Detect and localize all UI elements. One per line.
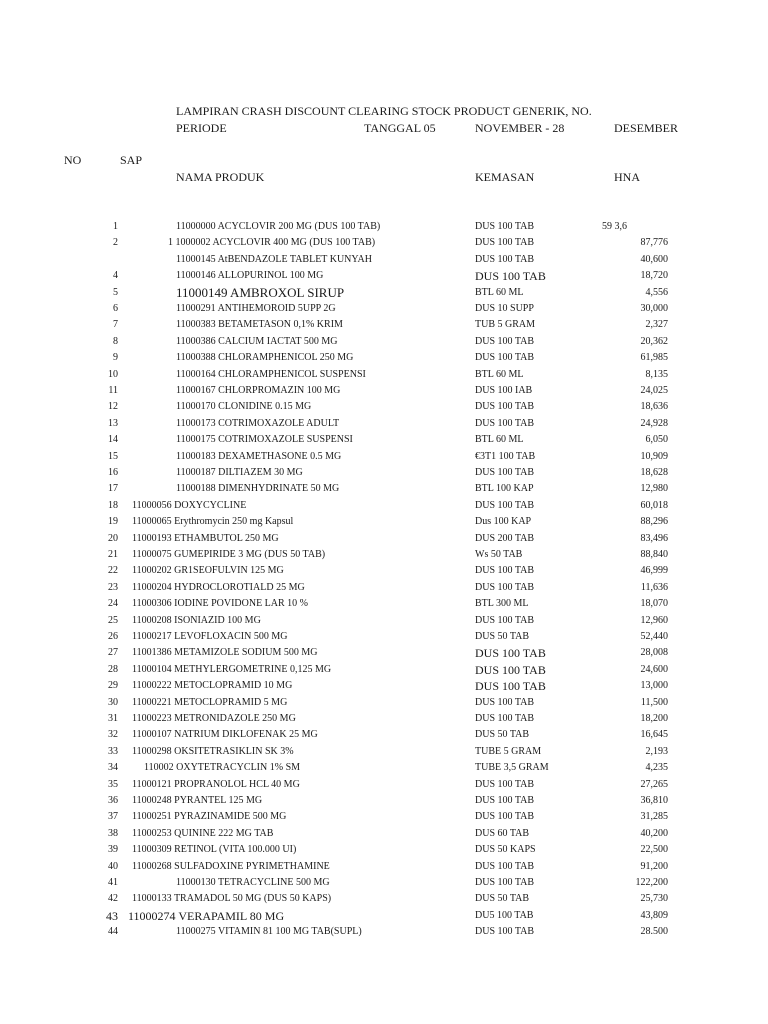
- product-sap-and-name: 11000223 METRONIDAZOLE 250 MG: [132, 713, 296, 724]
- column-header-sap: SAP: [120, 153, 143, 167]
- row-number: 44: [108, 926, 118, 938]
- product-sap-and-name: 11000248 PYRANTEL 125 MG: [132, 795, 263, 806]
- table-row: [0, 399, 768, 415]
- table-row: [0, 383, 768, 399]
- product-packaging: DUS 100 TAB: [475, 499, 535, 511]
- product-packaging: DUS 100 TAB: [475, 467, 535, 478]
- table-row: [0, 531, 768, 547]
- row-number: 43: [106, 908, 118, 923]
- row-number: 2: [113, 237, 118, 249]
- table-row: [0, 596, 768, 612]
- product-hna-price: 2,193: [645, 745, 668, 757]
- table-row: [0, 465, 768, 481]
- product-sap-and-name: 11000268 SULFADOXINE PYRIMETHAMINE: [132, 860, 330, 872]
- table-row: [0, 875, 768, 891]
- table-row: [0, 842, 768, 858]
- product-sap-and-name: 11000309 RETINOL (VITA 100.000 UI): [132, 844, 297, 856]
- product-sap-and-name: 11000274 VERAPAMIL 80 MG: [128, 908, 285, 923]
- table-row: [0, 317, 768, 333]
- row-number: 22: [108, 565, 118, 577]
- row-number: 11: [108, 385, 118, 396]
- row-number: 19: [108, 516, 118, 528]
- row-number: 23: [108, 581, 118, 593]
- row-number: 18: [108, 499, 118, 511]
- product-sap-and-name: 11000187 DILTIAZEM 30 MG: [176, 467, 303, 478]
- table-row: [0, 301, 768, 317]
- row-number: 40: [108, 860, 118, 872]
- product-packaging: DUS 50 TAB: [475, 893, 530, 905]
- product-sap-and-name: 11000175 COTRIMOXAZOLE SUSPENSI: [176, 434, 353, 446]
- row-number: 5: [113, 286, 118, 298]
- product-packaging: DU5 100 TAB: [475, 909, 534, 921]
- table-row: [0, 859, 768, 875]
- product-sap-and-name: 11000146 ALLOPURINOL 100 MG: [176, 270, 324, 282]
- product-packaging: €3T1 100 TAB: [475, 450, 536, 462]
- table-row: [0, 350, 768, 366]
- row-number: 21: [108, 549, 118, 560]
- product-packaging: DUS 100 TAB: [475, 253, 535, 265]
- product-sap-and-name: 11000222 METOCLOPRAMID 10 MG: [132, 680, 293, 692]
- product-packaging: DUS 100 TAB: [475, 352, 535, 364]
- product-packaging: BTL 60 ML: [475, 368, 524, 380]
- row-number: 24: [108, 598, 118, 610]
- product-sap-and-name: 11000133 TRAMADOL 50 MG (DUS 50 KAPS): [132, 893, 332, 905]
- table-row: [0, 449, 768, 465]
- table-row: [0, 613, 768, 629]
- product-hna-price: 22,500: [640, 844, 668, 856]
- product-sap-and-name: 11000170 CLONIDINE 0.15 MG: [176, 401, 312, 413]
- table-row: [0, 285, 768, 301]
- product-hna-price: 4,556: [645, 286, 668, 298]
- product-hna-price: 20,362: [640, 335, 668, 347]
- table-row: [0, 432, 768, 448]
- table-row: [0, 908, 768, 924]
- row-number: 38: [108, 827, 118, 839]
- product-sap-and-name: 11000056 DOXYCYCLINE: [132, 499, 247, 511]
- product-hna-price: 88,840: [640, 549, 668, 560]
- product-packaging: DUS 100 TAB: [475, 778, 535, 790]
- product-hna-price: 2,327: [645, 319, 668, 331]
- product-packaging: DUS 100 TAB: [475, 696, 535, 708]
- product-packaging: DUS 100 TAB: [475, 795, 535, 806]
- product-hna-price: 87,776: [640, 237, 668, 249]
- table-row: [0, 629, 768, 645]
- product-sap-and-name: 1 1000002 ACYCLOVIR 400 MG (DUS 100 TAB): [168, 237, 376, 249]
- product-hna-price: 18,628: [640, 467, 668, 478]
- product-sap-and-name: 11000145 AtBENDAZOLE TABLET KUNYAH: [176, 253, 372, 265]
- table-row: [0, 662, 768, 678]
- product-sap-and-name: 11000208 ISONIAZID 100 MG: [132, 614, 261, 626]
- product-hna-price: 12,960: [640, 614, 668, 626]
- product-hna-price: 91,200: [640, 860, 668, 872]
- product-packaging: DUS 100 TAB: [475, 679, 546, 694]
- column-header-kemasan: KEMASAN: [475, 170, 535, 184]
- table-row: [0, 645, 768, 661]
- row-number: 16: [108, 467, 118, 478]
- product-hna-price: 46,999: [640, 565, 668, 577]
- product-hna-price: 11,636: [640, 581, 668, 593]
- row-number: 30: [108, 696, 118, 708]
- product-hna-price: 40,200: [640, 827, 668, 839]
- table-row: [0, 367, 768, 383]
- product-sap-and-name: 110002 OXYTETRACYCLIN 1% SM: [144, 762, 301, 774]
- product-packaging: DUS 50 KAPS: [475, 844, 536, 856]
- table-row: [0, 235, 768, 251]
- column-header-no: NO: [64, 153, 82, 167]
- product-hna-price: 24,025: [640, 385, 668, 396]
- product-packaging: TUBE 3,5 GRAM: [475, 762, 549, 774]
- column-header-hna: HNA: [614, 170, 640, 184]
- row-number: 4: [113, 270, 118, 282]
- product-packaging: DUS 100 TAB: [475, 811, 535, 823]
- row-number: 28: [108, 663, 118, 675]
- row-number: 35: [108, 778, 118, 790]
- row-number: 10: [108, 368, 118, 380]
- table-row: [0, 891, 768, 907]
- table-row: [0, 678, 768, 694]
- product-sap-and-name: 11000298 OKSITETRASIKLIN SK 3%: [132, 745, 294, 757]
- product-packaging: BTL 60 ML: [475, 286, 524, 298]
- product-packaging: BTL 100 KAP: [475, 483, 534, 495]
- product-packaging: DUS 10 SUPP: [475, 303, 534, 314]
- table-row: [0, 727, 768, 743]
- table-row: [0, 416, 768, 432]
- product-packaging: BTL 60 ML: [475, 434, 524, 446]
- product-hna-price: 43,809: [640, 909, 668, 921]
- table-row: [0, 547, 768, 563]
- row-number: 25: [108, 614, 118, 626]
- table-row: [0, 760, 768, 776]
- product-sap-and-name: 11000104 METHYLERGOMETRINE 0,125 MG: [132, 663, 332, 675]
- product-hna-price: 83,496: [640, 532, 668, 544]
- row-number: 13: [108, 417, 118, 429]
- product-hna-price: 61,985: [640, 352, 668, 364]
- row-number: 27: [108, 647, 118, 659]
- product-packaging: DUS 60 TAB: [475, 827, 530, 839]
- row-number: 34: [108, 762, 118, 774]
- table-row: [0, 563, 768, 579]
- product-sap-and-name: 11000202 GR1SEOFULVIN 125 MG: [132, 565, 284, 577]
- product-sap-and-name: 11000000 ACYCLOVIR 200 MG (DUS 100 TAB): [176, 221, 381, 232]
- product-sap-and-name: 11000065 Erythromycin 250 mg Kapsul: [132, 516, 294, 528]
- product-sap-and-name: 11000075 GUMEPIRIDE 3 MG (DUS 50 TAB): [132, 549, 326, 560]
- product-sap-and-name: 11000164 CHLORAMPHENICOL SUSPENSI: [176, 368, 366, 380]
- product-hna-price: 88,296: [640, 516, 668, 528]
- column-header-nama-produk: NAMA PRODUK: [176, 170, 265, 184]
- product-sap-and-name: 11000204 HYDROCLOROTIALD 25 MG: [132, 581, 305, 593]
- product-sap-and-name: 11000188 DIMENHYDRINATE 50 MG: [176, 483, 340, 495]
- product-packaging: Ws 50 TAB: [475, 549, 523, 560]
- row-number: 8: [113, 335, 118, 347]
- product-hna-price: 40,600: [640, 253, 668, 265]
- product-sap-and-name: 11000217 LEVOFLOXACIN 500 MG: [132, 631, 288, 642]
- product-hna-price: 59 3,6: [602, 221, 627, 232]
- product-sap-and-name: 11000130 TETRACYCLINE 500 MG: [176, 877, 330, 888]
- product-hna-price: 18,200: [640, 713, 668, 724]
- product-hna-price: 4,235: [645, 762, 668, 774]
- row-number: 6: [113, 303, 118, 314]
- product-sap-and-name: 11000383 BETAMETASON 0,1% KRIM: [176, 319, 343, 331]
- row-number: 39: [108, 844, 118, 856]
- product-packaging: DUS 100 IAB: [475, 385, 533, 396]
- product-hna-price: 10,909: [640, 450, 668, 462]
- product-packaging: DUS 100 TAB: [475, 335, 535, 347]
- product-packaging: Dus 100 KAP: [475, 516, 532, 528]
- row-number: 33: [108, 745, 118, 757]
- product-sap-and-name: 11000221 METOCLOPRAMID 5 MG: [132, 696, 288, 708]
- tanggal-label: TANGGAL 05: [364, 121, 436, 135]
- product-hna-price: 24,600: [640, 663, 668, 675]
- product-packaging: TUBE 5 GRAM: [475, 745, 542, 757]
- periode-label: PERIODE: [176, 121, 227, 135]
- product-hna-price: 30,000: [640, 303, 668, 314]
- product-sap-and-name: 11000193 ETHAMBUTOL 250 MG: [132, 532, 279, 544]
- product-sap-and-name: 11000275 VITAMIN 81 100 MG TAB(SUPL): [176, 926, 362, 938]
- product-hna-price: 60,018: [640, 499, 668, 511]
- product-hna-price: 28,008: [640, 647, 668, 659]
- product-packaging: DUS 100 TAB: [475, 417, 535, 429]
- product-sap-and-name: 11000253 QUININE 222 MG TAB: [132, 827, 274, 839]
- product-hna-price: 27,265: [640, 778, 668, 790]
- row-number: 17: [108, 483, 118, 495]
- product-hna-price: 36,810: [640, 795, 668, 806]
- product-sap-and-name: 11000167 CHLORPROMAZIN 100 MG: [176, 385, 341, 396]
- document-title: LAMPIRAN CRASH DISCOUNT CLEARING STOCK PRODUCT GENERIK, NO.: [176, 104, 592, 118]
- product-sap-and-name: 11000107 NATRIUM DIKLOFENAK 25 MG: [132, 729, 318, 741]
- row-number: 20: [108, 532, 118, 544]
- table-row: [0, 268, 768, 284]
- product-hna-price: 31,285: [640, 811, 668, 823]
- product-packaging: TUB 5 GRAM: [475, 319, 536, 331]
- product-packaging: DUS 100 TAB: [475, 926, 535, 938]
- product-sap-and-name: 11000388 CHLORAMPHENICOL 250 MG: [176, 352, 354, 364]
- table-row: [0, 809, 768, 825]
- period-end: DESEMBER: [614, 121, 679, 135]
- product-sap-and-name: 11000121 PROPRANOLOL HCL 40 MG: [132, 778, 300, 790]
- product-packaging: DUS 100 TAB: [475, 221, 535, 232]
- product-sap-and-name: 11000386 CALCIUM IACTAT 500 MG: [176, 335, 338, 347]
- table-row: [0, 252, 768, 268]
- product-sap-and-name: 11000291 ANTIHEMOROID 5UPP 2G: [176, 303, 336, 314]
- product-hna-price: 6,050: [645, 434, 668, 446]
- row-number: 26: [108, 631, 118, 642]
- product-packaging: DUS 100 TAB: [475, 662, 546, 677]
- table-row: [0, 498, 768, 514]
- row-number: 9: [113, 352, 118, 364]
- table-row: [0, 924, 768, 940]
- product-packaging: DUS 50 TAB: [475, 729, 530, 741]
- row-number: 29: [108, 680, 118, 692]
- row-number: 1: [113, 221, 118, 232]
- table-row: [0, 219, 768, 235]
- product-packaging: DUS 100 TAB: [475, 713, 535, 724]
- product-hna-price: 52,440: [640, 631, 668, 642]
- product-hna-price: 25,730: [640, 893, 668, 905]
- row-number: 36: [108, 795, 118, 806]
- row-number: 14: [108, 434, 118, 446]
- row-number: 7: [113, 319, 118, 331]
- product-hna-price: 18,720: [640, 270, 668, 282]
- table-row: [0, 514, 768, 530]
- product-hna-price: 13,000: [640, 680, 668, 692]
- product-hna-price: 12,980: [640, 483, 668, 495]
- product-sap-and-name: 11000173 COTRIMOXAZOLE ADULT: [176, 417, 340, 429]
- table-row: [0, 793, 768, 809]
- table-row: [0, 777, 768, 793]
- product-sap-and-name: 11000306 IODINE POVIDONE LAR 10 %: [132, 598, 309, 610]
- product-hna-price: 24,928: [640, 417, 668, 429]
- product-hna-price: 18,070: [640, 598, 668, 610]
- product-packaging: DUS 100 TAB: [475, 860, 535, 872]
- table-row: [0, 334, 768, 350]
- product-packaging: DUS 200 TAB: [475, 532, 535, 544]
- product-sap-and-name: 11000149 AMBROXOL SIRUP: [176, 284, 345, 300]
- product-hna-price: 8,135: [645, 368, 668, 380]
- product-sap-and-name: 11000183 DEXAMETHASONE 0.5 MG: [176, 450, 342, 462]
- product-packaging: DUS 100 TAB: [475, 614, 535, 626]
- product-packaging: DUS 100 TAB: [475, 401, 535, 413]
- product-sap-and-name: 11000251 PYRAZINAMIDE 500 MG: [132, 811, 287, 823]
- product-hna-price: 28.500: [640, 926, 668, 938]
- product-packaging: DUS 100 TAB: [475, 269, 546, 284]
- table-row: [0, 744, 768, 760]
- product-packaging: DUS 100 TAB: [475, 565, 535, 577]
- product-packaging: DUS 50 TAB: [475, 631, 530, 642]
- product-hna-price: 122,200: [635, 877, 668, 888]
- product-packaging: DUS 100 TAB: [475, 646, 546, 661]
- table-row: [0, 826, 768, 842]
- row-number: 15: [108, 450, 118, 462]
- row-number: 42: [108, 893, 118, 905]
- product-hna-price: 16,645: [640, 729, 668, 741]
- table-row: [0, 481, 768, 497]
- table-row: [0, 580, 768, 596]
- product-packaging: DUS 100 TAB: [475, 581, 535, 593]
- product-packaging: DUS 100 TAB: [475, 877, 535, 888]
- product-packaging: DUS 100 TAB: [475, 237, 535, 249]
- table-row: [0, 695, 768, 711]
- row-number: 37: [108, 811, 118, 823]
- product-hna-price: 11,500: [640, 696, 668, 708]
- row-number: 41: [108, 877, 118, 888]
- table-row: [0, 711, 768, 727]
- product-sap-and-name: 11001386 METAMIZOLE SODIUM 500 MG: [132, 647, 318, 659]
- period-start: NOVEMBER - 28: [475, 121, 565, 135]
- product-packaging: BTL 300 ML: [475, 598, 529, 610]
- row-number: 31: [108, 713, 118, 724]
- product-hna-price: 18,636: [640, 401, 668, 413]
- row-number: 32: [108, 729, 118, 741]
- row-number: 12: [108, 401, 118, 413]
